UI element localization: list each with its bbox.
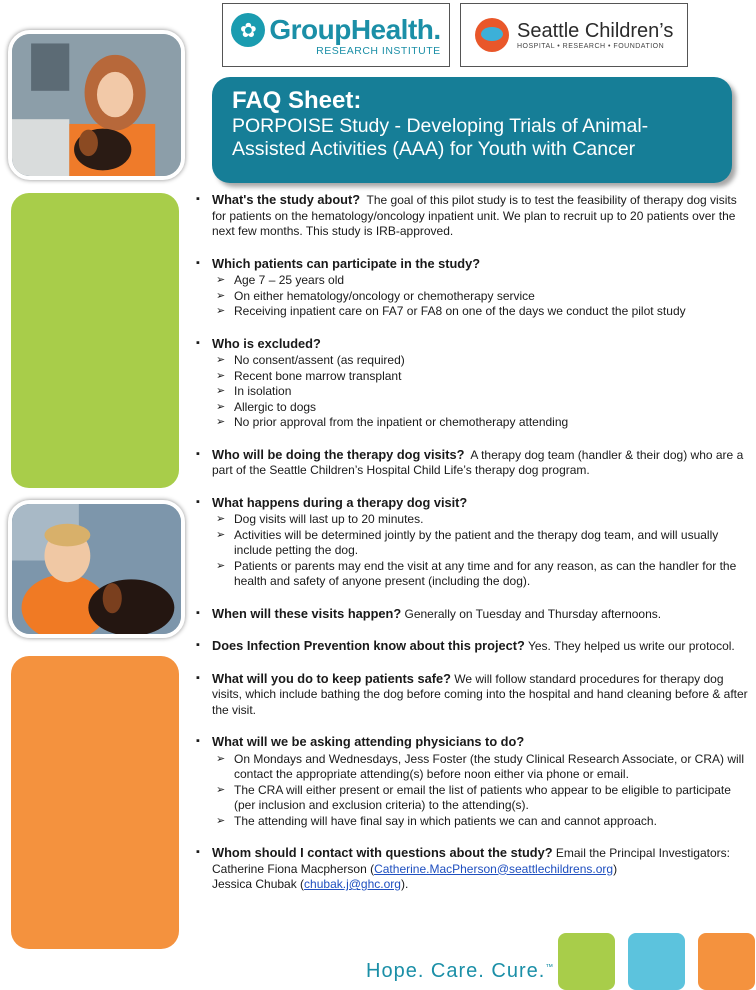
grouphealth-emblem-icon: ✿	[231, 13, 265, 47]
photo-boy-with-dog	[8, 500, 185, 638]
list-item: ➢ No prior approval from the inpatient or chemotherapy attending	[212, 415, 754, 431]
list-item: ➢ Patients or parents may end the visit at any time and for any reason, as can the handler for the health and safety of anyone present (including the dog).	[212, 559, 754, 590]
faq-question: What's the study about?	[212, 192, 361, 207]
faq-item-infection-prevention	[196, 638, 754, 655]
faq-item-when	[196, 606, 754, 623]
list-item: ➢ No consent/assent (as required)	[212, 353, 754, 369]
faq-question: What will you do to keep patients safe?	[212, 670, 451, 686]
faq-item-who-excluded	[196, 336, 754, 431]
list-item: ➢ The attending will have final say in which patients we can and cannot approach.	[212, 814, 754, 830]
page-subtitle-line1: PORPOISE Study - Developing Trials of Animal-	[232, 115, 649, 137]
faq-answer: The goal of this pilot study is to test the feasibility of therapy dog visits for patients on the hematology/oncology inpatient unit. We plan to recruit up to 20 patients over the next few months. This study is IRB-approved.	[212, 193, 737, 238]
faq-item-patient-safety	[196, 671, 754, 719]
seattle-childrens-emblem-icon	[475, 18, 509, 52]
page-subtitle-line2: Assisted Activities (AAA) for Youth with Cancer	[232, 138, 636, 160]
faq-item-contact	[196, 845, 754, 893]
faq-answer: A therapy dog team (handler & their dog) who are a part of the Seattle Children’s Hospital Child Life’s therapy dog program.	[212, 447, 744, 477]
faq-item-what-happens	[196, 495, 754, 590]
faq-answer: We will follow standard procedures for therapy dog visits, which include bathing the dog before coming into the hospital and hand cleaning before & after the visit.	[212, 671, 748, 717]
faq-question: Who will be doing the therapy dog visits?	[212, 446, 465, 462]
faq-item-study-about	[196, 192, 754, 240]
list-item: ➢ Dog visits will last up to 20 minutes.	[212, 512, 754, 528]
faq-question: Does Infection Prevention know about this project?	[212, 638, 525, 653]
orange-side-block	[11, 656, 179, 949]
faq-answer: Yes. They helped us write our protocol.	[527, 639, 735, 653]
header-banner	[212, 77, 732, 183]
list-item: ➢ Age 7 – 25 years old	[212, 273, 754, 289]
faq-answer: Email the Principal Investigators:	[555, 846, 730, 860]
contact-email-link[interactable]: Catherine.MacPherson@seattlechildrens.org	[374, 861, 614, 876]
list-item: ➢ In isolation	[212, 384, 754, 400]
list-item: ➢ On either hematology/oncology or chemotherapy service	[212, 289, 754, 305]
list-item: ➢ Activities will be determined jointly by the patient and the therapy dog team, and will usually include petting the dog.	[212, 528, 754, 559]
list-item: ➢ Recent bone marrow transplant	[212, 369, 754, 385]
contact-line-1: Catherine Fiona Macpherson (Catherine.MacPherson@seattlechildrens.org)	[212, 861, 618, 876]
seattle-childrens-logo	[460, 3, 688, 67]
orange-square	[698, 933, 755, 990]
faq-answer: Generally on Tuesday and Thursday afternoons.	[404, 606, 662, 621]
footer-tagline: Hope. Care. Cure.™	[366, 960, 555, 982]
seattle-childrens-logo-name: Seattle Children’s	[517, 20, 674, 42]
faq-item-attending-physicians	[196, 734, 754, 829]
list-item: ➢ The CRA will either present or email the list of patients who appear to be eligible to participate (per inclusion and exclusion criteria) to the attending(s).	[212, 783, 754, 814]
faq-question: What happens during a therapy dog visit?	[212, 494, 468, 510]
list-item: ➢ Allergic to dogs	[212, 400, 754, 416]
blue-square	[628, 933, 685, 990]
list-item: ➢ On Mondays and Wednesdays, Jess Foster (the study Clinical Research Associate, or CRA) will contact the appropriate attending(s) before noon either via phone or email.	[212, 752, 754, 783]
grouphealth-logo: ✿ GroupHealth . RESEARCH INSTITUTE	[222, 3, 450, 67]
page-title: FAQ Sheet:	[232, 87, 362, 114]
faq-question: When will these visits happen?	[212, 605, 402, 621]
contact-line-2: Jessica Chubak (chubak.j@ghc.org).	[212, 877, 409, 891]
faq-item-who-can-participate	[196, 256, 754, 320]
photo-girl-with-dog	[8, 30, 185, 180]
faq-question: Whom should I contact with questions about the study?	[212, 845, 553, 860]
contact-email-link[interactable]: chubak.j@ghc.org	[304, 877, 401, 891]
grouphealth-logo-sub: RESEARCH INSTITUTE	[316, 45, 441, 57]
green-square	[558, 933, 615, 990]
faq-question: Which patients can participate in the study?	[212, 255, 481, 271]
faq-question: Who is excluded?	[212, 335, 321, 351]
seattle-childrens-logo-sub: HOSPITAL • RESEARCH • FOUNDATION	[517, 43, 665, 50]
faq-item-who-does-visits	[196, 447, 754, 479]
list-item: ➢ Receiving inpatient care on FA7 or FA8 on one of the days we conduct the pilot study	[212, 304, 754, 320]
faq-question: What will we be asking attending physicians to do?	[212, 734, 525, 749]
faq-list	[196, 192, 754, 906]
grouphealth-logo-name: GroupHealth	[269, 14, 434, 45]
green-side-block	[11, 193, 179, 488]
